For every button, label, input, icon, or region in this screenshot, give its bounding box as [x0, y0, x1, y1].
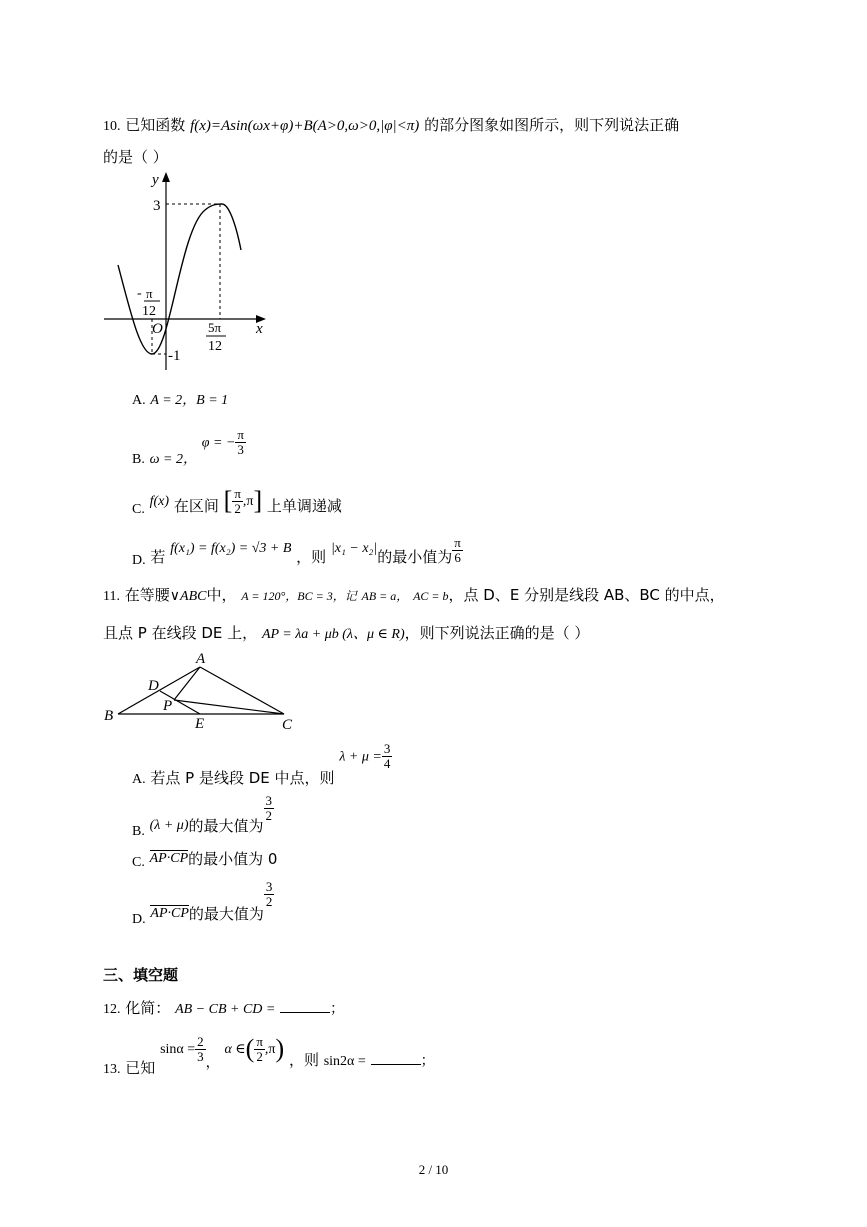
y-max-label: 3: [153, 198, 161, 214]
q10-intro: 已知函数: [125, 116, 186, 134]
label-D: D: [148, 678, 159, 694]
label-E: E: [195, 716, 205, 732]
label-B: B: [104, 708, 114, 724]
q12: 12. 化简： AB − CB + CD = ；: [103, 999, 345, 1017]
q10-option-d[interactable]: D. 若 f(x₁) = f(x₂) = √3 + B ，则 |x₁ − x₂|的最小值为 $\frac{\pi}{6}$: [132, 535, 461, 568]
x-label: x: [256, 321, 263, 337]
q13-sin: sinα =: [160, 1042, 196, 1057]
label-C: C: [282, 717, 293, 733]
y-min-label: -1: [168, 348, 181, 364]
x1-tick-label: [137, 286, 160, 319]
segment-CP: [174, 700, 284, 714]
q11-option-a[interactable]: A. 若点 P 是线段 DE 中点，则 λ + μ = $\frac{3}{4}$: [132, 741, 391, 787]
q11-option-d-frac: $\frac{3}{2}$: [265, 879, 273, 909]
q13-frac: $\frac{2}{3}$: [197, 1033, 204, 1064]
q10-option-b[interactable]: B. ω = 2， φ = − $\frac{\pi}{3}$: [132, 427, 244, 467]
q10-option-d-eq: f(x₁) = f(x₂) = √3 + B: [170, 541, 292, 556]
q10-graph: [100, 170, 280, 375]
q11-option-a-lhs: λ + μ =: [339, 749, 382, 765]
q10-option-a[interactable]: A. A = 2，B = 1: [132, 393, 229, 408]
origin-label: O: [152, 321, 163, 337]
q10-option-d-frac: $\frac{\pi}{6}$: [454, 535, 461, 565]
q11-option-d[interactable]: D. AP·CP的最大值为 $\frac{3}{2}$: [132, 879, 273, 927]
q11-triangle: [100, 650, 300, 735]
y-label: y: [152, 172, 159, 188]
y-axis-arrow: [162, 172, 170, 182]
q11-option-c[interactable]: C. AP·CP的最小值为 0: [132, 850, 278, 870]
q11-line1: 11. 在等腰∨ABC中， A = 120°，BC = 3，记 AB = a， AC = b，点 D、E 分别是线段 AB、BC 的中点，: [103, 586, 725, 604]
q10-line2: 的是（ ）: [103, 148, 168, 166]
q10-option-b-frac: $\frac{\pi}{3}$: [237, 427, 244, 457]
q10-option-a-text: A = 2，B = 1: [150, 393, 229, 408]
x2-tick-label: [206, 320, 226, 354]
q10-option-c-f: f(x): [149, 494, 170, 509]
svg-text:12: 12: [208, 339, 222, 354]
q13: 13. 已知 sinα = $\frac{2}{3}$ ， α ∈( $\frac{\pi}{2}$ ,π) ，则 sin2α = ；: [103, 1033, 435, 1077]
svg-text:5π: 5π: [208, 320, 222, 335]
q10-option-b-text1: ω = 2，: [149, 451, 197, 467]
q12-expr: AB − CB + CD =: [175, 1002, 276, 1017]
label-A: A: [196, 651, 206, 667]
page-number: 2 / 10: [418, 1162, 449, 1177]
q10-line1: [103, 114, 679, 135]
q11-option-b-frac: $\frac{3}{2}$: [265, 793, 273, 823]
q10-option-d-abs: |x₁ − x₂|: [330, 541, 378, 556]
q10-number: 10.: [103, 119, 121, 134]
q13-answer-blank[interactable]: [371, 1050, 421, 1065]
q10-option-c[interactable]: C. f(x) 在区间 [ $\frac{\pi}{2}$ ,π] 上单调递减: [132, 485, 342, 517]
sine-curve: [118, 204, 241, 354]
q11-option-b[interactable]: B. (λ + μ)的最大值为 $\frac{3}{2}$: [132, 793, 273, 839]
svg-text:-: -: [137, 286, 142, 301]
q11-line2: 且点 P 在线段 DE 上， AP = λa + μb (λ、μ ∈ R)，则下列说法正确的是（ ）: [103, 624, 590, 642]
q10-formula: f(x)=Asin(ωx+φ)+B(A>0,ω>0,|φ|<π): [190, 118, 420, 134]
segment-AP: [174, 667, 200, 700]
svg-text:π: π: [146, 286, 153, 301]
q10-tail: 的部分图象如图所示，则下列说法正确: [424, 116, 680, 134]
label-P: P: [163, 698, 173, 714]
q13-alpha: α ∈: [224, 1042, 246, 1057]
section-fill-in: 三、填空题: [103, 966, 179, 984]
q10-option-c-interval: $\frac{\pi}{2}$: [234, 485, 241, 516]
q11-option-a-frac: $\frac{3}{4}$: [383, 741, 391, 771]
svg-text:12: 12: [142, 304, 156, 319]
q12-answer-blank[interactable]: [280, 998, 330, 1013]
side-AC: [200, 667, 284, 714]
q10-option-b-phi: φ = −: [201, 435, 236, 451]
